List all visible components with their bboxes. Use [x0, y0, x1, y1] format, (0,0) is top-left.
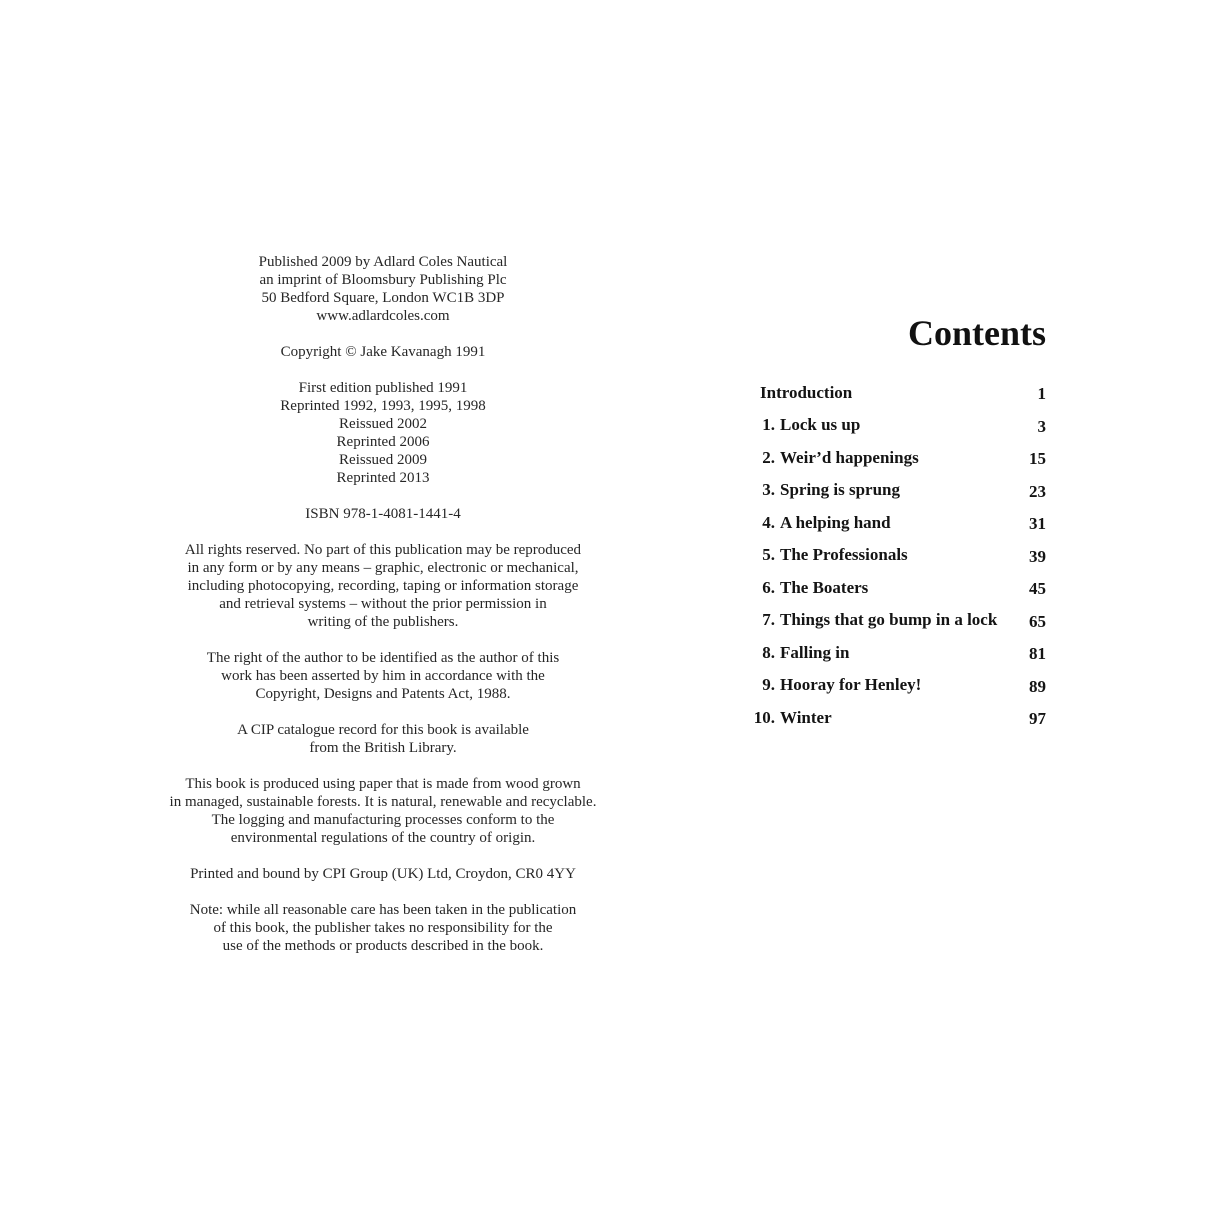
toc-entry	[753, 506, 1046, 539]
toc-entry-title: Introduction	[760, 382, 853, 402]
imprint-line: www.adlardcoles.com	[316, 308, 450, 324]
contents-page	[753, 312, 1046, 734]
toc-entry-number: 5.	[762, 545, 775, 565]
toc-entry-page: 89	[1029, 676, 1046, 696]
imprint-line: Reissued 2009	[339, 452, 427, 468]
toc-entry-number: 3.	[762, 480, 775, 500]
imprint-paragraph	[140, 775, 626, 847]
toc-entry-page: 65	[1029, 611, 1046, 631]
imprint-paragraph	[140, 253, 626, 325]
toc-entry	[753, 701, 1046, 734]
imprint-line: writing of the publishers.	[307, 614, 459, 630]
imprint-paragraph	[140, 541, 626, 631]
toc-entry-page: 97	[1029, 709, 1046, 729]
toc-entry-number: 6.	[762, 577, 775, 597]
imprint-line: Copyright © Jake Kavanagh 1991	[280, 344, 486, 360]
toc-entry-page: 23	[1029, 481, 1046, 501]
toc-entry-number: 1.	[762, 415, 775, 435]
toc-entry	[753, 636, 1046, 669]
imprint-line: Printed and bound by CPI Group (UK) Ltd, Croydon, CR0 4YY	[190, 866, 576, 882]
toc-entry	[753, 441, 1046, 474]
toc-entry-number: 10.	[753, 707, 775, 727]
toc-entry-title: Things that go bump in a lock	[780, 610, 998, 630]
imprint-line: work has been asserted by him in accordance with the	[221, 668, 545, 684]
contents-title: Contents	[907, 313, 1046, 353]
imprint-line: Published 2009 by Adlard Coles Nautical	[258, 254, 508, 270]
toc-entry-number: 2.	[762, 447, 775, 467]
toc-entry	[753, 409, 1046, 442]
toc-entry-page: 39	[1029, 546, 1046, 566]
imprint-paragraph	[140, 505, 626, 523]
imprint-line: Reprinted 2013	[336, 470, 430, 486]
toc-entry-number: 8.	[762, 642, 775, 662]
toc-entry-title: A helping hand	[780, 512, 891, 532]
toc-entry-title: The Boaters	[780, 577, 869, 597]
imprint-line: use of the methods or products described in the book.	[222, 938, 544, 954]
toc-entry	[753, 571, 1046, 604]
imprint-line: The right of the author to be identified as the author of this	[206, 650, 560, 666]
toc-entry-title: Winter	[780, 707, 832, 727]
imprint-paragraphs	[140, 253, 626, 955]
toc-entry-title: Lock us up	[780, 415, 861, 435]
toc-entry-number: 9.	[762, 675, 775, 695]
imprint-line: Note: while all reasonable care has been taken in the publication	[189, 902, 577, 918]
toc-entry	[753, 376, 1046, 409]
toc-list	[753, 376, 1046, 734]
toc-entry-page: 1	[1037, 384, 1046, 404]
imprint-line: in any form or by any means – graphic, electronic or mechanical,	[187, 560, 579, 576]
imprint-paragraph	[140, 649, 626, 703]
imprint-line: an imprint of Bloomsbury Publishing Plc	[259, 272, 507, 288]
toc-entry-title: The Professionals	[780, 545, 908, 565]
toc-entry	[753, 474, 1046, 507]
toc-entry-page: 3	[1037, 416, 1046, 436]
imprint-line: A CIP catalogue record for this book is available	[237, 722, 529, 738]
toc-entry-title: Weir’d happenings	[780, 447, 919, 467]
imprint-line: of this book, the publisher takes no responsibility for the	[213, 920, 553, 936]
imprint-line: including photocopying, recording, taping or information storage	[187, 578, 579, 594]
imprint-line: First edition published 1991	[298, 380, 468, 396]
imprint-line: and retrieval systems – without the prior permission in	[219, 596, 547, 612]
imprint-paragraph	[140, 379, 626, 487]
toc-entry	[753, 604, 1046, 637]
imprint-line: from the British Library.	[309, 740, 457, 756]
toc-entry	[753, 539, 1046, 572]
imprint-line: The logging and manufacturing processes conform to the	[211, 812, 555, 828]
imprint-line: Reprinted 1992, 1993, 1995, 1998	[280, 398, 486, 414]
imprint-line: All rights reserved. No part of this publication may be reproduced	[184, 542, 582, 558]
toc-entry-title: Spring is sprung	[780, 480, 900, 500]
toc-entry-number: 7.	[762, 610, 775, 630]
imprint-paragraph	[140, 901, 626, 955]
toc-entry-page: 31	[1029, 514, 1046, 534]
imprint-line: Copyright, Designs and Patents Act, 1988.	[255, 686, 511, 702]
copyright-page	[140, 253, 626, 973]
imprint-paragraph	[140, 865, 626, 883]
imprint-line: This book is produced using paper that is made from wood grown	[185, 776, 581, 792]
toc-entry-page: 15	[1029, 449, 1046, 469]
toc-entry-title: Falling in	[780, 642, 850, 662]
toc-entry-title: Hooray for Henley!	[780, 675, 922, 695]
imprint-line: 50 Bedford Square, London WC1B 3DP	[261, 290, 505, 306]
imprint-paragraph	[140, 721, 626, 757]
toc-entry-page: 45	[1029, 579, 1046, 599]
imprint-line: ISBN 978-1-4081-1441-4	[305, 506, 461, 522]
toc-entry	[753, 669, 1046, 702]
toc-entry-page: 81	[1029, 644, 1046, 664]
imprint-line: Reissued 2002	[339, 416, 427, 432]
imprint-paragraph	[140, 343, 626, 361]
imprint-line: in managed, sustainable forests. It is natural, renewable and recyclable.	[169, 794, 597, 810]
imprint-line: Reprinted 2006	[336, 434, 430, 450]
toc-entry-number: 4.	[762, 512, 775, 532]
imprint-line: environmental regulations of the country of origin.	[230, 830, 536, 846]
